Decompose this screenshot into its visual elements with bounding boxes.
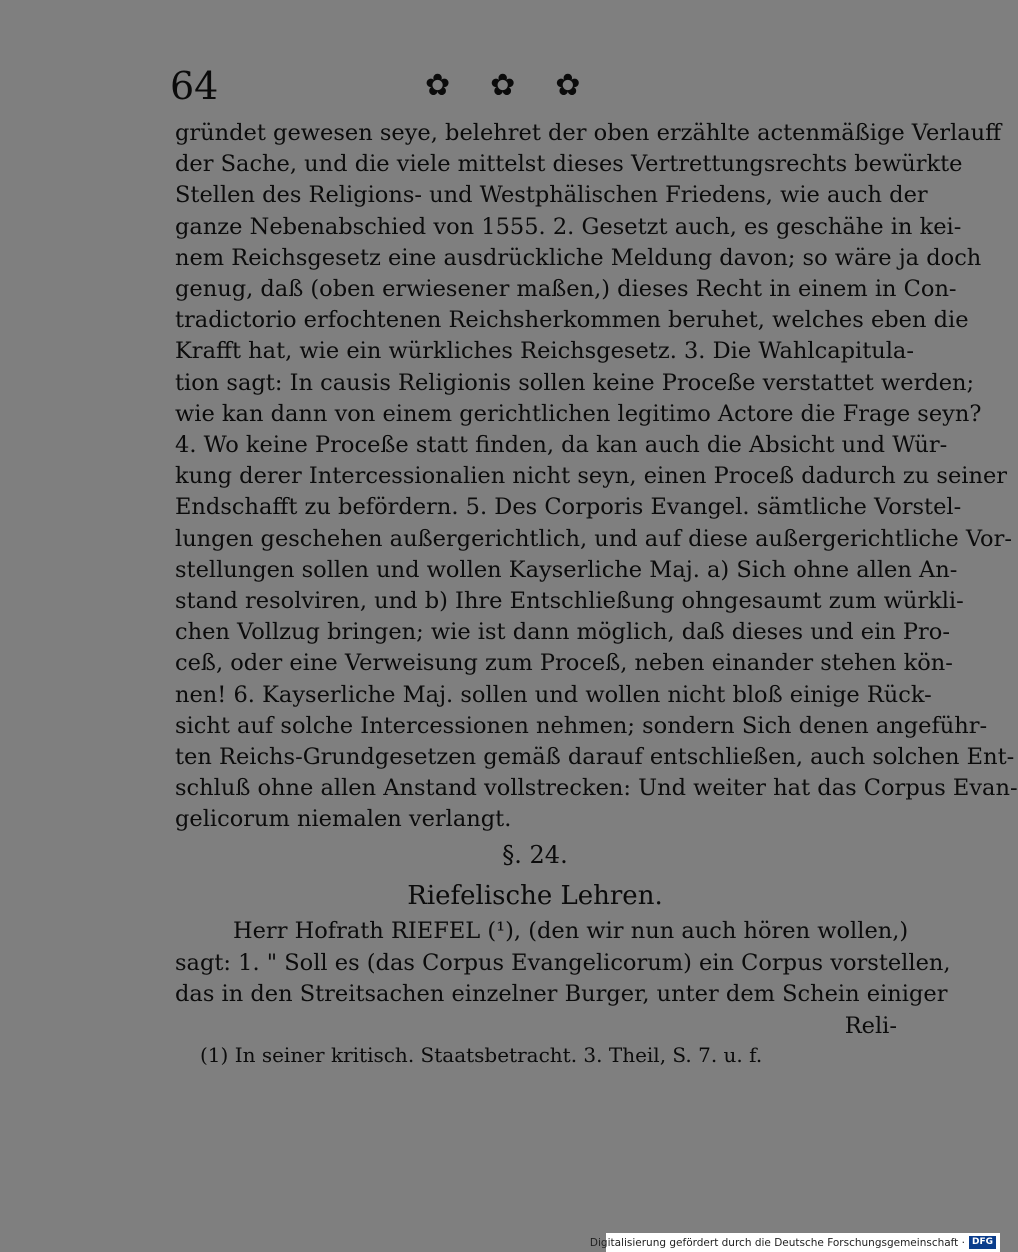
text-line: Herr Hofrath RIEFEL (¹), (den wir nun auch hören wollen,) [233,918,909,944]
text-line: Endschafft zu befördern. 5. Des Corporis Evangel. sämtliche Vorstel- [175,494,962,521]
body-paragraph [175,118,1018,836]
text-line: nen! 6. Kayserliche Maj. sollen und wollen nicht bloß einige Rück- [175,681,932,708]
text-line: genug, daß (oben erwiesener maßen,) dieses Recht in einem in Con- [175,276,957,303]
text-line: gelicorum niemalen verlangt. [175,806,512,833]
digitization-credit-bar [589,1233,1000,1252]
section-number: §. 24. [502,841,568,869]
flower-ornament-icon: ✿ [555,68,581,103]
text-line: tion sagt: In causis Religionis sollen keine Proceße verstattet werden; [175,369,975,396]
text-line: gründet gewesen seye, belehret der oben erzählte actenmäßige Verlauff [175,120,1002,146]
text-line: sagt: 1. " Soll es (das Corpus Evangelicorum) ein Corpus vorstellen, [175,949,951,976]
flower-ornament-icon: ✿ [490,68,516,103]
dfg-logo: DFG [969,1236,996,1249]
body-paragraph-2 [175,916,951,1042]
text-line: ceß, oder eine Verweisung zum Proceß, neben einander stehen kön- [175,650,953,677]
text-line: lungen geschehen außergerichtlich, und auf diese außergerichtliche Vor- [175,525,1012,552]
text-line: nem Reichsgesetz eine ausdrückliche Meldung davon; so wäre ja doch [175,244,982,271]
page-header [170,62,910,118]
text-line: sicht auf solche Intercessionen nehmen; sondern Sich denen angeführ- [175,712,988,739]
header-ornaments [425,68,580,104]
footnote: (1) In seiner kritisch. Staatsbetracht. 3. Theil, S. 7. u. f. [200,1043,763,1067]
flower-ornament-icon: ✿ [425,68,451,103]
section-title: Riefelische Lehren. [407,881,663,911]
text-line: der Sache, und die viele mittelst dieses Vertrettungsrechts bewürkte [175,151,963,178]
text-line: schluß ohne allen Anstand vollstrecken: Und weiter hat das Corpus Evan- [175,775,1018,802]
text-line: chen Vollzug bringen; wie ist dann möglich, daß dieses und ein Pro- [175,619,950,646]
text-line: stand resolviren, und b) Ihre Entschließung ohngesaumt zum würkli- [175,588,964,615]
text-line: tradictorio erfochtenen Reichsherkommen beruhet, welches eben die [175,307,969,334]
text-line: ten Reichs-Grundgesetzen gemäß darauf entschließen, auch solchen Ent- [175,744,1015,771]
page-number: 64 [170,64,219,108]
catchword: Reli- [844,1012,897,1039]
text-line: 4. Wo keine Proceße statt finden, da kan auch die Absicht und Wür- [175,432,948,459]
text-line: kung derer Intercessionalien nicht seyn, einen Proceß dadurch zu seiner [175,463,1008,490]
text-line: wie kan dann von einem gerichtlichen legitimo Actore die Frage seyn? [175,400,982,427]
text-line: Krafft hat, wie ein würkliches Reichsgesetz. 3. Die Wahlcapitula- [175,338,914,365]
text-line: das in den Streitsachen einzelner Burger, unter dem Schein einiger [175,981,948,1007]
text-line: ganze Nebenabschied von 1555. 2. Gesetzt auch, es geschähe in kei- [175,213,962,240]
text-line: stellungen sollen und wollen Kayserliche Maj. a) Sich ohne allen An- [175,556,958,583]
digitization-credit: Digitalisierung gefördert durch die Deutsche Forschungsgemeinschaft · [589,1236,965,1249]
text-line: Stellen des Religions- und Westphälischen Friedens, wie auch der [175,182,928,209]
